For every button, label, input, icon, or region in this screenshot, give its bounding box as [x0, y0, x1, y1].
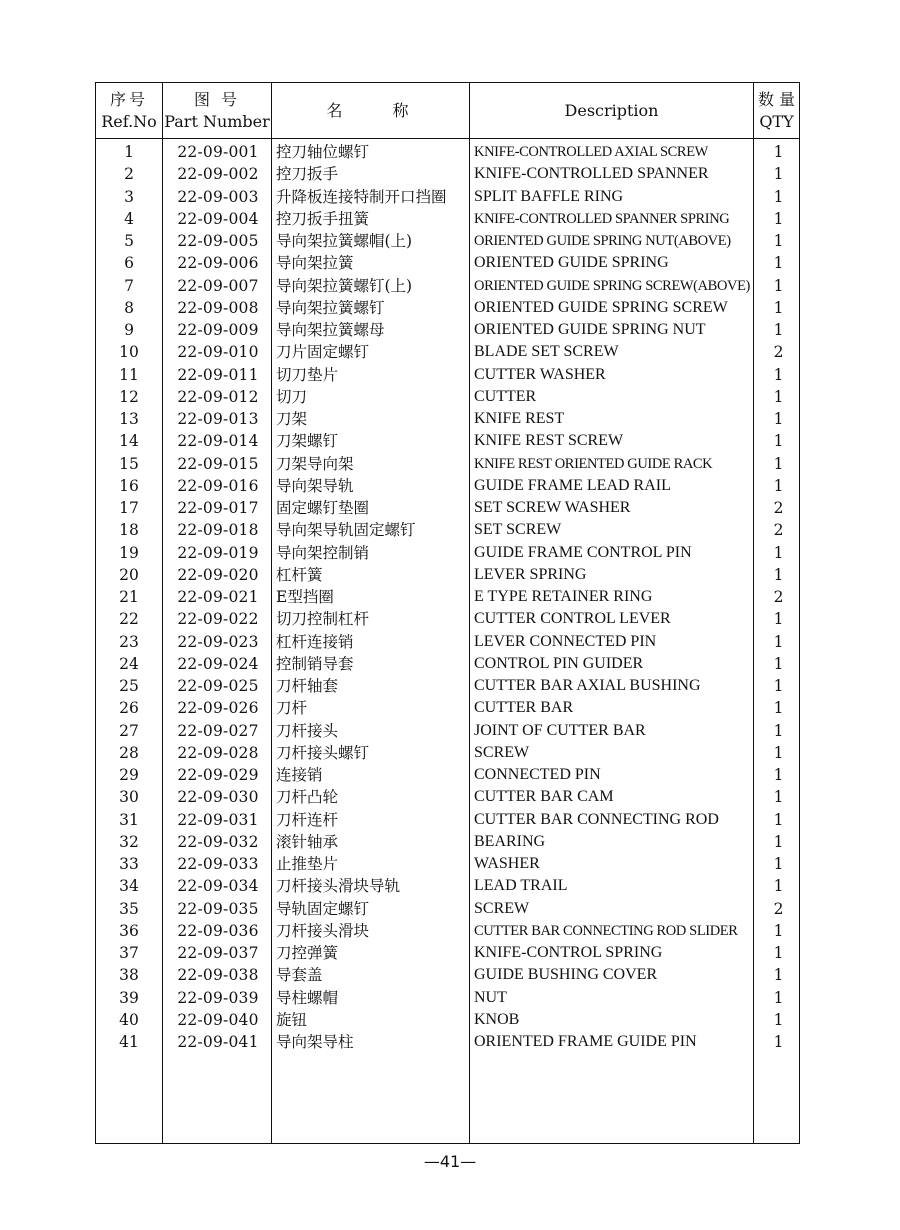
description-cell: KNOB — [474, 1010, 520, 1028]
part-number-cell: 22-09-018 — [177, 521, 259, 540]
qty-cell: 1 — [773, 432, 784, 451]
description-cell: ORIENTED GUIDE SPRING SCREW — [474, 298, 728, 316]
name-cell: 刀架螺钉 — [276, 432, 339, 451]
name-cell: 导套盖 — [276, 966, 323, 985]
table-row — [96, 786, 799, 808]
qty-cell: 1 — [773, 677, 784, 695]
name-cell: 刀杆接头滑块导轨 — [276, 877, 401, 896]
ref-no-cell: 31 — [119, 810, 139, 829]
name-cell: 固定螺钉垫圈 — [276, 499, 370, 517]
ref-no-cell: 24 — [119, 654, 139, 673]
ref-no-cell: 36 — [119, 921, 139, 940]
table-row — [96, 1009, 799, 1031]
qty-cell: 1 — [773, 810, 784, 829]
part-number-cell: 22-09-029 — [177, 766, 259, 784]
name-cell: 导向架导轨 — [276, 476, 354, 495]
ref-no-cell: 7 — [124, 276, 134, 295]
qty-cell: 1 — [773, 565, 784, 584]
name-cell: 控刀轴位螺钉 — [276, 143, 370, 161]
page-number: —41— — [423, 1152, 477, 1171]
qty-cell: 1 — [773, 877, 784, 896]
part-number-cell: 22-09-036 — [177, 921, 259, 940]
table-row — [96, 252, 799, 274]
table-row — [96, 586, 799, 608]
part-number-cell: 22-09-011 — [177, 365, 259, 384]
name-cell: 切刀 — [276, 387, 308, 406]
table-row — [96, 341, 799, 363]
part-number-cell: 22-09-006 — [177, 254, 259, 273]
name-cell: 刀架导向架 — [276, 454, 354, 473]
ref-no-cell: 35 — [119, 899, 139, 918]
qty-cell: 1 — [773, 543, 784, 562]
part-number-cell: 22-09-009 — [177, 321, 259, 339]
table-row — [96, 920, 799, 942]
name-cell: 切刀垫片 — [276, 365, 339, 384]
part-number-cell: 22-09-027 — [177, 721, 259, 740]
qty-cell: 2 — [773, 521, 784, 540]
description-cell: KNIFE-CONTROL SPRING — [474, 944, 663, 961]
part-number-cell: 22-09-026 — [177, 699, 259, 718]
ref-no-cell: 29 — [119, 766, 139, 784]
name-cell: 杠杆连接销 — [276, 632, 354, 651]
description-cell: KNIFE-CONTROLLED AXIAL SCREW — [474, 144, 708, 160]
table-row — [96, 875, 799, 897]
qty-cell: 1 — [773, 944, 784, 962]
ref-no-cell: 41 — [119, 1033, 139, 1051]
description-cell: LEAD TRAIL — [474, 877, 568, 895]
table-row — [96, 163, 799, 185]
qty-cell: 1 — [773, 387, 784, 406]
ref-no-cell: 40 — [119, 1010, 139, 1029]
table-row — [96, 1031, 799, 1053]
ref-no-cell: 17 — [119, 499, 139, 517]
name-cell: 升降板连接特制开口挡圈 — [276, 187, 447, 206]
ref-no-cell: 10 — [119, 343, 139, 362]
table-row — [96, 942, 799, 964]
part-number-cell: 22-09-007 — [177, 276, 259, 295]
part-number-cell: 22-09-023 — [177, 632, 259, 651]
table-row — [96, 475, 799, 497]
ref-no-cell: 13 — [119, 410, 139, 428]
description-cell: CUTTER BAR CAM — [474, 788, 614, 806]
header-part-cn: 图 号 — [193, 89, 241, 109]
part-number-cell: 22-09-002 — [177, 165, 259, 184]
description-cell: ORIENTED FRAME GUIDE PIN — [474, 1033, 697, 1050]
qty-cell: 1 — [773, 855, 784, 873]
description-cell: ORIENTED GUIDE SPRING NUT — [474, 321, 706, 338]
qty-cell: 1 — [773, 699, 784, 718]
part-number-cell: 22-09-038 — [177, 966, 259, 985]
table-row — [96, 608, 799, 630]
name-cell: 导向架拉簧螺帽(上) — [276, 232, 413, 250]
qty-cell: 1 — [773, 232, 784, 250]
qty-cell: 1 — [773, 921, 784, 940]
part-number-cell: 22-09-003 — [177, 187, 259, 206]
table-row — [96, 408, 799, 430]
part-number-cell: 22-09-030 — [177, 788, 259, 807]
table-row — [96, 853, 799, 875]
name-cell: 导向架导柱 — [276, 1033, 354, 1051]
description-cell: SET SCREW — [474, 521, 562, 539]
description-cell: KNIFE-CONTROLLED SPANNER — [474, 165, 709, 183]
part-number-cell: 22-09-008 — [177, 298, 259, 317]
name-cell: 导向架导轨固定螺钉 — [276, 521, 416, 540]
name-cell: 刀片固定螺钉 — [276, 343, 370, 362]
header-description — [470, 83, 753, 138]
qty-cell: 1 — [773, 766, 784, 784]
table-row — [96, 386, 799, 408]
description-cell: LEVER CONNECTED PIN — [474, 632, 657, 650]
description-cell: GUIDE FRAME LEAD RAIL — [474, 476, 671, 494]
name-cell: 刀杆连杆 — [276, 810, 339, 829]
description-cell: LEVER SPRING — [474, 565, 587, 583]
part-number-cell: 22-09-032 — [177, 832, 259, 851]
parts-list-table — [95, 82, 800, 1144]
ref-no-cell: 28 — [119, 743, 139, 762]
name-cell: 控刀扳手 — [276, 165, 339, 184]
qty-cell: 1 — [773, 1033, 784, 1051]
part-number-cell: 22-09-015 — [177, 454, 259, 473]
part-number-cell: 22-09-028 — [177, 743, 259, 762]
description-cell: CUTTER WASHER — [474, 365, 606, 383]
name-cell: 导柱螺帽 — [276, 988, 339, 1007]
qty-cell: 1 — [773, 209, 784, 228]
ref-no-cell: 37 — [119, 944, 139, 962]
qty-cell: 1 — [773, 321, 784, 339]
header-part-en: Part Number — [164, 111, 270, 131]
part-number-cell: 22-09-013 — [177, 410, 259, 428]
ref-no-cell: 34 — [119, 877, 139, 896]
qty-cell: 2 — [773, 343, 784, 362]
description-cell: GUIDE BUSHING COVER — [474, 966, 658, 984]
description-cell: ORIENTED GUIDE SPRING SCREW(ABOVE) — [474, 277, 750, 294]
name-cell: 刀杆 — [276, 699, 308, 718]
part-number-cell: 22-09-040 — [177, 1010, 259, 1029]
name-cell: 刀杆接头螺钉 — [276, 743, 370, 762]
ref-no-cell: 19 — [119, 543, 139, 562]
description-cell: GUIDE FRAME CONTROL PIN — [474, 543, 692, 561]
name-cell: 导轨固定螺钉 — [276, 899, 370, 918]
name-cell: 旋钮 — [276, 1010, 308, 1029]
name-cell: 刀杆轴套 — [276, 677, 339, 695]
description-cell: SPLIT BAFFLE RING — [474, 187, 624, 205]
ref-no-cell: 25 — [119, 677, 139, 695]
ref-no-cell: 14 — [119, 432, 139, 451]
name-cell: 导向架拉簧 — [276, 254, 354, 273]
description-cell: NUT — [474, 988, 507, 1006]
part-number-cell: 22-09-010 — [177, 343, 259, 362]
table-row — [96, 898, 799, 920]
qty-cell: 1 — [773, 365, 784, 384]
ref-no-cell: 20 — [119, 565, 139, 584]
description-cell: CUTTER BAR AXIAL BUSHING — [474, 677, 701, 694]
description-cell: ORIENTED GUIDE SPRING NUT(ABOVE) — [474, 233, 731, 249]
ref-no-cell: 18 — [119, 521, 139, 540]
ref-no-cell: 12 — [119, 387, 139, 406]
header-ref-en: Ref.No — [101, 111, 157, 131]
table-row — [96, 653, 799, 675]
description-cell: SCREW — [474, 899, 530, 917]
ref-no-cell: 4 — [124, 209, 134, 228]
ref-no-cell: 27 — [119, 721, 139, 740]
description-cell: CUTTER BAR CONNECTING ROD SLIDER — [474, 922, 738, 939]
ref-no-cell: 16 — [119, 476, 139, 495]
header-ref-cn: 序号 — [109, 89, 148, 109]
part-number-cell: 22-09-031 — [177, 810, 259, 829]
name-cell: 止推垫片 — [276, 855, 339, 873]
qty-cell: 1 — [773, 966, 784, 985]
description-cell: WASHER — [474, 855, 540, 872]
table-row — [96, 208, 799, 230]
part-number-cell: 22-09-017 — [177, 499, 259, 517]
name-cell: 滚针轴承 — [276, 832, 339, 851]
table-row — [96, 319, 799, 341]
ref-no-cell: 30 — [119, 788, 139, 807]
name-cell: 导向架控制销 — [276, 543, 370, 562]
ref-no-cell: 23 — [119, 632, 139, 651]
header-name-cn: 名 称 — [326, 100, 415, 120]
ref-no-cell: 3 — [124, 187, 134, 206]
table-row — [96, 453, 799, 475]
qty-cell: 1 — [773, 476, 784, 495]
qty-cell: 1 — [773, 654, 784, 673]
part-number-cell: 22-09-035 — [177, 899, 259, 918]
table-row — [96, 364, 799, 386]
table-row — [96, 720, 799, 742]
qty-cell: 2 — [773, 899, 784, 918]
name-cell: 导向架拉簧螺钉 — [276, 298, 385, 317]
table-row — [96, 186, 799, 208]
table-row — [96, 297, 799, 319]
qty-cell: 1 — [773, 298, 784, 317]
table-row — [96, 764, 799, 786]
name-cell: 导向架拉簧螺母 — [276, 321, 385, 339]
description-cell: E TYPE RETAINER RING — [474, 588, 653, 605]
qty-cell: 2 — [773, 588, 784, 606]
table-row — [96, 497, 799, 519]
table-row — [96, 230, 799, 252]
header-desc: Description — [564, 100, 659, 120]
part-number-cell: 22-09-033 — [177, 855, 259, 873]
ref-no-cell: 9 — [124, 321, 134, 339]
part-number-cell: 22-09-012 — [177, 387, 259, 406]
table-row — [96, 987, 799, 1009]
name-cell: 控制销导套 — [276, 654, 354, 673]
table-row — [96, 631, 799, 653]
name-cell: 刀杆接头滑块 — [276, 921, 370, 940]
description-cell: BEARING — [474, 832, 546, 850]
part-number-cell: 22-09-025 — [177, 677, 259, 695]
name-cell: 刀杆凸轮 — [276, 788, 339, 807]
ref-no-cell: 2 — [124, 165, 134, 184]
header-name — [272, 83, 469, 138]
name-cell: 导向架拉簧螺钉(上) — [276, 276, 413, 295]
description-cell: JOINT OF CUTTER BAR — [474, 721, 646, 739]
name-cell: 连接销 — [276, 766, 323, 784]
qty-cell: 1 — [773, 187, 784, 206]
description-cell: BLADE SET SCREW — [474, 343, 619, 361]
description-cell: CUTTER BAR — [474, 699, 574, 717]
qty-cell: 1 — [773, 143, 784, 161]
table-row — [96, 742, 799, 764]
description-cell: KNIFE REST SCREW — [474, 432, 624, 450]
part-number-cell: 22-09-024 — [177, 654, 259, 673]
ref-no-cell: 21 — [119, 588, 139, 606]
ref-no-cell: 1 — [124, 143, 134, 161]
part-number-cell: 22-09-019 — [177, 543, 259, 562]
header-divider — [96, 138, 799, 139]
description-cell: ORIENTED GUIDE SPRING — [474, 254, 669, 272]
table-row — [96, 275, 799, 297]
qty-cell: 1 — [773, 1010, 784, 1029]
qty-cell: 1 — [773, 410, 784, 428]
name-cell: 切刀控制杠杆 — [276, 610, 370, 629]
name-cell: 刀控弹簧 — [276, 944, 339, 962]
qty-cell: 1 — [773, 254, 784, 273]
qty-cell: 1 — [773, 276, 784, 295]
table-row — [96, 697, 799, 719]
header-qty-cn: 数 量 — [757, 89, 796, 109]
table-row — [96, 519, 799, 541]
table-row — [96, 964, 799, 986]
ref-no-cell: 6 — [124, 254, 134, 273]
ref-no-cell: 32 — [119, 832, 139, 851]
qty-cell: 1 — [773, 632, 784, 651]
ref-no-cell: 26 — [119, 699, 139, 718]
ref-no-cell: 22 — [119, 610, 139, 629]
qty-cell: 1 — [773, 832, 784, 851]
part-number-cell: 22-09-020 — [177, 565, 259, 584]
description-cell: CUTTER BAR CONNECTING ROD — [474, 810, 719, 828]
part-number-cell: 22-09-039 — [177, 988, 259, 1007]
part-number-cell: 22-09-037 — [177, 944, 259, 962]
qty-cell: 1 — [773, 165, 784, 184]
part-number-cell: 22-09-021 — [177, 588, 259, 606]
description-cell: CUTTER CONTROL LEVER — [474, 610, 671, 628]
description-cell: SET SCREW WASHER — [474, 499, 631, 516]
part-number-cell: 22-09-014 — [177, 432, 259, 451]
table-row — [96, 564, 799, 586]
table-row — [96, 831, 799, 853]
ref-no-cell: 15 — [119, 454, 139, 473]
part-number-cell: 22-09-034 — [177, 877, 259, 896]
description-cell: CONTROL PIN GUIDER — [474, 654, 644, 672]
qty-cell: 1 — [773, 610, 784, 629]
description-cell: KNIFE-CONTROLLED SPANNER SPRING — [474, 210, 730, 227]
ref-no-cell: 33 — [119, 855, 139, 873]
qty-cell: 1 — [773, 721, 784, 740]
description-cell: KNIFE REST — [474, 410, 565, 427]
name-cell: 控刀扳手扭簧 — [276, 209, 370, 228]
name-cell: 杠杆簧 — [276, 565, 323, 584]
qty-cell: 1 — [773, 743, 784, 762]
description-cell: CONNECTED PIN — [474, 766, 601, 783]
ref-no-cell: 39 — [119, 988, 139, 1007]
ref-no-cell: 5 — [124, 232, 134, 250]
part-number-cell: 22-09-005 — [177, 232, 259, 250]
ref-no-cell: 38 — [119, 966, 139, 985]
ref-no-cell: 11 — [119, 365, 139, 384]
table-row — [96, 675, 799, 697]
table-row — [96, 542, 799, 564]
part-number-cell: 22-09-004 — [177, 209, 259, 228]
header-qty — [754, 83, 799, 138]
name-cell: 刀杆接头 — [276, 721, 339, 740]
ref-no-cell: 8 — [124, 298, 134, 317]
description-cell: KNIFE REST ORIENTED GUIDE RACK — [474, 455, 713, 472]
part-number-cell: 22-09-022 — [177, 610, 259, 629]
name-cell: 刀架 — [276, 410, 308, 428]
header-part-number — [163, 83, 271, 138]
table-row — [96, 430, 799, 452]
name-cell: E型挡圈 — [276, 588, 334, 606]
table-row — [96, 141, 799, 163]
header-qty-en: QTY — [759, 111, 794, 131]
qty-cell: 2 — [773, 499, 784, 517]
description-cell: CUTTER — [474, 387, 537, 405]
part-number-cell: 22-09-001 — [177, 143, 259, 161]
part-number-cell: 22-09-041 — [177, 1033, 259, 1051]
qty-cell: 1 — [773, 788, 784, 807]
part-number-cell: 22-09-016 — [177, 476, 259, 495]
table-row — [96, 809, 799, 831]
qty-cell: 1 — [773, 988, 784, 1007]
description-cell: SCREW — [474, 743, 530, 761]
table-body — [96, 141, 799, 1053]
qty-cell: 1 — [773, 454, 784, 473]
header-ref-no — [96, 83, 162, 138]
